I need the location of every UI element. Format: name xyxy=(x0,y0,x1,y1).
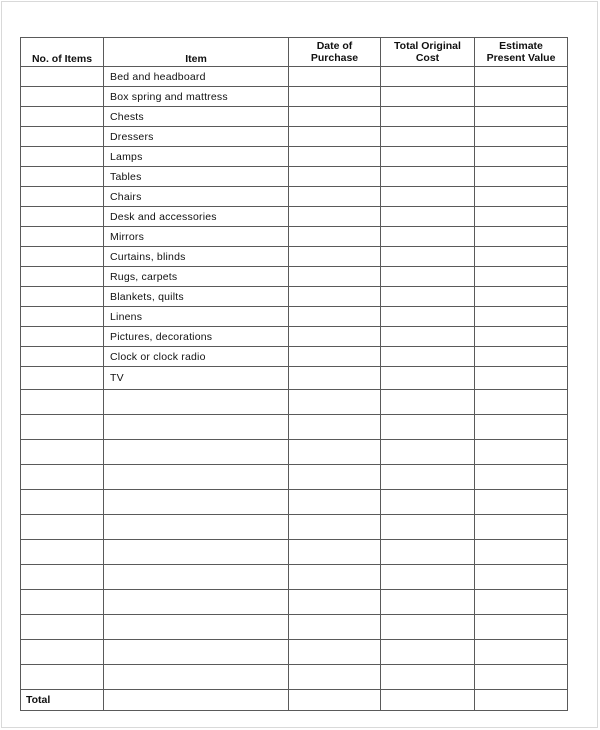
date-cell[interactable] xyxy=(289,267,381,287)
item-cell[interactable] xyxy=(104,540,289,565)
table-row xyxy=(21,147,568,167)
item-cell[interactable] xyxy=(104,440,289,465)
cost-cell[interactable] xyxy=(381,640,475,665)
table-row xyxy=(21,207,568,227)
cost-cell[interactable] xyxy=(381,107,475,127)
count-cell[interactable] xyxy=(21,187,104,207)
item-name: Blankets, quilts xyxy=(104,287,289,307)
date-cell[interactable] xyxy=(289,490,381,515)
item-name: Clock or clock radio xyxy=(104,347,289,367)
value-cell[interactable] xyxy=(475,390,568,415)
count-cell[interactable] xyxy=(21,147,104,167)
value-cell[interactable] xyxy=(475,207,568,227)
table-row xyxy=(21,347,568,367)
value-cell[interactable] xyxy=(475,440,568,465)
item-name: Linens xyxy=(104,307,289,327)
header-value-line1: Estimate xyxy=(499,40,543,52)
cost-cell[interactable] xyxy=(381,127,475,147)
table-row xyxy=(21,327,568,347)
item-name: Rugs, carpets xyxy=(104,267,289,287)
cost-cell[interactable] xyxy=(381,515,475,540)
value-cell[interactable] xyxy=(475,540,568,565)
value-cell[interactable] xyxy=(475,515,568,540)
count-cell[interactable] xyxy=(21,367,104,390)
table-row xyxy=(21,247,568,267)
value-cell[interactable] xyxy=(475,167,568,187)
count-cell[interactable] xyxy=(21,227,104,247)
value-cell[interactable] xyxy=(475,247,568,267)
cost-cell[interactable] xyxy=(381,207,475,227)
date-cell[interactable] xyxy=(289,287,381,307)
cost-cell[interactable] xyxy=(381,147,475,167)
blank-row xyxy=(21,465,568,490)
count-cell[interactable] xyxy=(21,87,104,107)
value-cell[interactable] xyxy=(475,490,568,515)
item-cell[interactable] xyxy=(104,415,289,440)
blank-row xyxy=(21,665,568,690)
value-cell[interactable] xyxy=(475,367,568,390)
item-cell[interactable] xyxy=(104,390,289,415)
date-cell[interactable] xyxy=(289,465,381,490)
cost-cell[interactable] xyxy=(381,247,475,267)
cost-cell[interactable] xyxy=(381,565,475,590)
value-cell[interactable] xyxy=(475,415,568,440)
item-cell[interactable] xyxy=(104,640,289,665)
total-item-cell xyxy=(104,690,289,711)
cost-cell[interactable] xyxy=(381,465,475,490)
total-value-cell[interactable] xyxy=(475,690,568,711)
item-cell[interactable] xyxy=(104,465,289,490)
table-row xyxy=(21,187,568,207)
cost-cell[interactable] xyxy=(381,590,475,615)
date-cell[interactable] xyxy=(289,327,381,347)
cost-cell[interactable] xyxy=(381,615,475,640)
count-cell[interactable] xyxy=(21,307,104,327)
header-date-line2: Purchase xyxy=(310,52,359,64)
table-row xyxy=(21,107,568,127)
table-row xyxy=(21,67,568,87)
date-cell[interactable] xyxy=(289,390,381,415)
date-cell[interactable] xyxy=(289,440,381,465)
cost-cell[interactable] xyxy=(381,347,475,367)
value-cell[interactable] xyxy=(475,307,568,327)
date-cell[interactable] xyxy=(289,207,381,227)
date-cell[interactable] xyxy=(289,187,381,207)
count-cell[interactable] xyxy=(21,347,104,367)
item-name: Box spring and mattress xyxy=(104,87,289,107)
table-row xyxy=(21,227,568,247)
total-label: Total xyxy=(21,690,104,711)
table-row xyxy=(21,307,568,327)
blank-row xyxy=(21,440,568,465)
item-name: Curtains, blinds xyxy=(104,247,289,267)
blank-row xyxy=(21,615,568,640)
blank-row xyxy=(21,640,568,665)
date-cell[interactable] xyxy=(289,590,381,615)
count-cell[interactable] xyxy=(21,540,104,565)
header-date-line1: Date of xyxy=(316,40,353,52)
cost-cell[interactable] xyxy=(381,415,475,440)
date-cell[interactable] xyxy=(289,415,381,440)
item-cell[interactable] xyxy=(104,490,289,515)
item-name: Chairs xyxy=(104,187,289,207)
date-cell[interactable] xyxy=(289,307,381,327)
table-row xyxy=(21,87,568,107)
date-cell[interactable] xyxy=(289,515,381,540)
count-cell[interactable] xyxy=(21,490,104,515)
value-cell[interactable] xyxy=(475,227,568,247)
inventory-table xyxy=(20,37,568,711)
count-cell[interactable] xyxy=(21,615,104,640)
date-cell[interactable] xyxy=(289,565,381,590)
value-cell[interactable] xyxy=(475,267,568,287)
cost-cell[interactable] xyxy=(381,267,475,287)
value-cell[interactable] xyxy=(475,127,568,147)
item-cell[interactable] xyxy=(104,515,289,540)
blank-row xyxy=(21,415,568,440)
date-cell[interactable] xyxy=(289,127,381,147)
date-cell[interactable] xyxy=(289,347,381,367)
count-cell[interactable] xyxy=(21,127,104,147)
item-name: Pictures, decorations xyxy=(104,327,289,347)
count-cell[interactable] xyxy=(21,327,104,347)
cost-cell[interactable] xyxy=(381,307,475,327)
date-cell[interactable] xyxy=(289,640,381,665)
cost-cell[interactable] xyxy=(381,665,475,690)
value-cell[interactable] xyxy=(475,187,568,207)
cost-cell[interactable] xyxy=(381,327,475,347)
cost-cell[interactable] xyxy=(381,167,475,187)
count-cell[interactable] xyxy=(21,267,104,287)
value-cell[interactable] xyxy=(475,615,568,640)
cost-cell[interactable] xyxy=(381,227,475,247)
value-cell[interactable] xyxy=(475,640,568,665)
table-row xyxy=(21,127,568,147)
header-estimate-present-value xyxy=(475,38,568,67)
blank-row xyxy=(21,490,568,515)
count-cell[interactable] xyxy=(21,415,104,440)
count-cell[interactable] xyxy=(21,247,104,267)
header-item: Item xyxy=(104,38,289,67)
total-row xyxy=(21,690,568,711)
header-total-original-cost xyxy=(381,38,475,67)
cost-cell[interactable] xyxy=(381,390,475,415)
table-row xyxy=(21,367,568,390)
count-cell[interactable] xyxy=(21,515,104,540)
count-cell[interactable] xyxy=(21,207,104,227)
date-cell[interactable] xyxy=(289,367,381,390)
count-cell[interactable] xyxy=(21,590,104,615)
date-cell[interactable] xyxy=(289,227,381,247)
item-name: TV xyxy=(104,367,289,390)
value-cell[interactable] xyxy=(475,147,568,167)
date-cell[interactable] xyxy=(289,107,381,127)
value-cell[interactable] xyxy=(475,565,568,590)
item-name: Mirrors xyxy=(104,227,289,247)
date-cell[interactable] xyxy=(289,665,381,690)
item-name: Tables xyxy=(104,167,289,187)
table-row xyxy=(21,267,568,287)
item-cell[interactable] xyxy=(104,665,289,690)
cost-cell[interactable] xyxy=(381,287,475,307)
count-cell[interactable] xyxy=(21,465,104,490)
count-cell[interactable] xyxy=(21,440,104,465)
date-cell[interactable] xyxy=(289,167,381,187)
value-cell[interactable] xyxy=(475,347,568,367)
item-cell[interactable] xyxy=(104,590,289,615)
value-cell[interactable] xyxy=(475,590,568,615)
count-cell[interactable] xyxy=(21,107,104,127)
value-cell[interactable] xyxy=(475,287,568,307)
date-cell[interactable] xyxy=(289,67,381,87)
value-cell[interactable] xyxy=(475,465,568,490)
blank-row xyxy=(21,540,568,565)
table-row xyxy=(21,167,568,187)
header-row xyxy=(21,38,568,67)
value-cell[interactable] xyxy=(475,67,568,87)
cost-cell[interactable] xyxy=(381,87,475,107)
blank-row xyxy=(21,565,568,590)
header-cost-line2: Cost xyxy=(415,52,440,64)
value-cell[interactable] xyxy=(475,665,568,690)
date-cell[interactable] xyxy=(289,615,381,640)
cost-cell[interactable] xyxy=(381,490,475,515)
count-cell[interactable] xyxy=(21,565,104,590)
date-cell[interactable] xyxy=(289,87,381,107)
header-no-of-items: No. of Items xyxy=(21,38,104,67)
cost-cell[interactable] xyxy=(381,540,475,565)
item-name: Bed and headboard xyxy=(104,67,289,87)
item-name: Dressers xyxy=(104,127,289,147)
value-cell[interactable] xyxy=(475,87,568,107)
table-row xyxy=(21,287,568,307)
count-cell[interactable] xyxy=(21,640,104,665)
blank-row xyxy=(21,590,568,615)
value-cell[interactable] xyxy=(475,327,568,347)
count-cell[interactable] xyxy=(21,67,104,87)
blank-row xyxy=(21,390,568,415)
count-cell[interactable] xyxy=(21,665,104,690)
cost-cell[interactable] xyxy=(381,187,475,207)
count-cell[interactable] xyxy=(21,287,104,307)
count-cell[interactable] xyxy=(21,390,104,415)
header-value-line2: Present Value xyxy=(486,52,556,64)
date-cell[interactable] xyxy=(289,147,381,167)
cost-cell[interactable] xyxy=(381,440,475,465)
header-date-of-purchase xyxy=(289,38,381,67)
total-cost-cell[interactable] xyxy=(381,690,475,711)
blank-row xyxy=(21,515,568,540)
date-cell[interactable] xyxy=(289,247,381,267)
header-cost-line1: Total Original xyxy=(394,40,461,52)
total-date-cell xyxy=(289,690,381,711)
cost-cell[interactable] xyxy=(381,67,475,87)
date-cell[interactable] xyxy=(289,540,381,565)
count-cell[interactable] xyxy=(21,167,104,187)
item-name: Chests xyxy=(104,107,289,127)
table-body xyxy=(21,67,568,711)
item-name: Desk and accessories xyxy=(104,207,289,227)
item-cell[interactable] xyxy=(104,615,289,640)
cost-cell[interactable] xyxy=(381,367,475,390)
item-name: Lamps xyxy=(104,147,289,167)
value-cell[interactable] xyxy=(475,107,568,127)
item-cell[interactable] xyxy=(104,565,289,590)
